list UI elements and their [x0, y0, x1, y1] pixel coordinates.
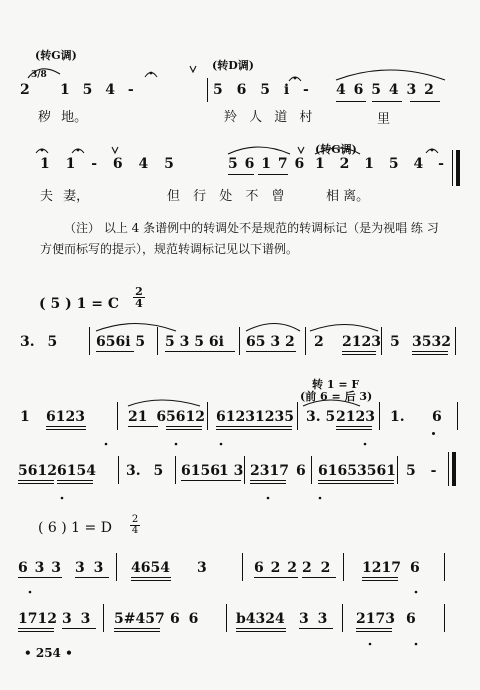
- key-change-label: (转D调): [212, 59, 254, 72]
- note-group: 6123: [216, 409, 255, 425]
- slur: [96, 324, 176, 332]
- note-group: 1: [20, 409, 30, 425]
- octave-dot: [369, 643, 372, 646]
- note-group: 2123: [342, 334, 381, 350]
- note-group: 2173: [356, 611, 395, 627]
- note-group: 4 6 5 4 3 2: [336, 82, 434, 98]
- octave-dot: [175, 443, 178, 446]
- lyric-text: 夫 妻，: [40, 189, 90, 204]
- note-group: 6: [432, 409, 442, 425]
- note-group: 65 3 2: [246, 334, 295, 350]
- note-group: 1712: [18, 611, 57, 627]
- note-group: 21 6: [128, 409, 167, 425]
- note-group: 6165: [318, 463, 357, 479]
- note-group: 5612: [166, 409, 205, 425]
- key-change-label: (转G调): [315, 143, 357, 156]
- slur: [28, 69, 60, 78]
- note-group: 1 1 - 6 4 5: [40, 156, 174, 172]
- note-group: 3532: [412, 334, 451, 350]
- note-group: 2 2: [302, 560, 331, 576]
- breath-mark: [112, 147, 118, 153]
- note-group: 3 3: [299, 611, 328, 627]
- note-group: 1235: [255, 409, 294, 425]
- note-group: 6 6: [170, 611, 199, 627]
- breath-mark: [298, 147, 304, 153]
- note-group: 5#457: [114, 611, 165, 627]
- time-signature: 2 4: [131, 514, 139, 536]
- lyric-text: 相 离。: [326, 189, 370, 204]
- modulation-label: (前 6 = 后 3): [300, 390, 373, 403]
- note-group: 6: [410, 560, 420, 576]
- note-group: 3 3: [62, 611, 91, 627]
- note-group: 6 2 2: [254, 560, 297, 576]
- slur: [336, 70, 445, 80]
- slur: [128, 400, 200, 406]
- note-group: 5 3 5 6i: [165, 334, 224, 350]
- note-group: 6: [406, 611, 416, 627]
- key-change-label: (转G调): [35, 49, 77, 62]
- example-header: ( 6 ) 1 = D: [38, 520, 112, 536]
- note-group: 3561: [357, 463, 396, 479]
- note-group: 2: [20, 82, 30, 98]
- octave-dot: [415, 643, 418, 646]
- note-group: 4654: [131, 560, 170, 576]
- octave-dot: [415, 591, 418, 594]
- note-group: 6 3 3: [18, 560, 61, 576]
- note-group: 5 6 1 7 6: [228, 156, 305, 172]
- time-signature: 2 4: [133, 286, 145, 309]
- note-group: 5: [390, 334, 400, 350]
- octave-dot: [61, 497, 64, 500]
- footnote-line: 方便而标写的提示），规范转调标记见以下谱例。: [40, 242, 299, 256]
- page-number: • 254 •: [24, 646, 73, 660]
- note-group: 6156: [181, 463, 220, 479]
- note-group: 3. 5: [306, 409, 336, 425]
- modulation-label: 转 1 = F: [312, 378, 360, 391]
- lyric-text: 但 行 处 不 曾: [167, 189, 285, 204]
- note-group: 1217: [362, 560, 401, 576]
- note-group: b4324: [236, 611, 285, 627]
- note-group: 3. 5: [20, 334, 58, 350]
- lyric-text: 羚 人 道 村: [224, 110, 313, 125]
- note-group: 6: [296, 463, 306, 479]
- note-group: 3. 5: [126, 463, 164, 479]
- octave-dot: [267, 497, 270, 500]
- octave-dot: [29, 591, 32, 594]
- note-group: 1 2 1 5 4 -: [315, 156, 444, 172]
- note-group: 656i 5: [96, 334, 146, 350]
- note-group: 5612: [18, 463, 57, 479]
- note-group: 2317: [250, 463, 289, 479]
- note-group: 5 6 5 i -: [213, 82, 309, 98]
- note-group: 1.: [390, 409, 405, 425]
- slur: [310, 325, 378, 332]
- octave-dot: [105, 443, 108, 446]
- slur: [303, 400, 360, 406]
- note-group: 6123: [46, 409, 85, 425]
- octave-dot: [364, 443, 367, 446]
- lyric-text: 秽 地。: [38, 110, 88, 125]
- slur: [246, 324, 300, 332]
- note-group: 2: [314, 334, 324, 350]
- note-group: 3: [197, 560, 207, 576]
- octave-dot: [220, 443, 223, 446]
- note-group: 6154: [57, 463, 96, 479]
- time-signature: 3/8: [31, 70, 47, 80]
- octave-dot: [319, 497, 322, 500]
- slur: [315, 148, 360, 154]
- note-group: 1 5 4 -: [60, 82, 134, 98]
- example-header: ( 5 ) 1 = C: [39, 296, 119, 312]
- note-group: 5 -: [406, 463, 437, 479]
- slur: [228, 147, 290, 154]
- footnote-line: （注） 以上 4 条谱例中的转调处不是规范的转调标记（是为视唱 练 习: [64, 221, 439, 235]
- breath-mark: [190, 66, 196, 72]
- lyric-text: 里: [377, 112, 391, 127]
- note-group: 1 3: [219, 463, 244, 479]
- note-group: 3 3: [75, 560, 104, 576]
- note-group: 2123: [336, 409, 375, 425]
